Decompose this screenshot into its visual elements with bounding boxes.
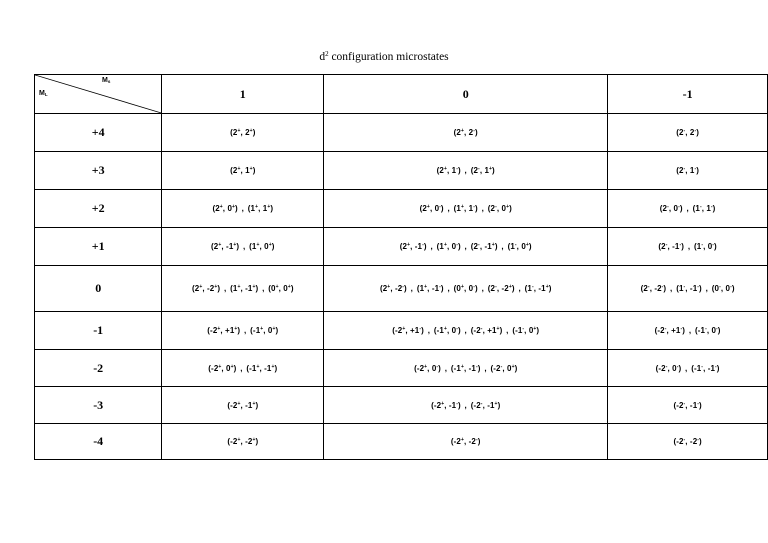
separator: ,	[243, 242, 246, 251]
microstate: (-1+, -1+)	[246, 363, 278, 373]
microstate: (2+, -1-)	[399, 242, 427, 251]
cell-ms-minus-1	[608, 424, 768, 460]
title-superscript: 2	[325, 50, 329, 58]
separator: ,	[464, 166, 467, 175]
separator: ,	[262, 284, 265, 293]
microstate: (1-, -1+)	[524, 284, 552, 293]
microstate: (1+, 0-)	[436, 242, 461, 251]
cell-ms-minus-1	[608, 190, 768, 228]
microstate: (1+, -1-)	[416, 284, 444, 293]
microstate: (2-, 0+)	[487, 204, 512, 213]
separator: ,	[484, 363, 487, 373]
separator: ,	[685, 363, 688, 373]
corner-header-cell	[35, 75, 162, 114]
table-row	[35, 266, 768, 312]
cell-ms-minus-1	[608, 114, 768, 152]
microstate: (2+, 2+)	[230, 128, 256, 137]
cell-ms-1	[162, 190, 324, 228]
microstate: (2+, -1+)	[211, 242, 240, 251]
cell-ms-minus-1	[608, 152, 768, 190]
title-prefix: d	[319, 51, 326, 63]
separator: ,	[506, 326, 509, 335]
cell-ms-0	[324, 312, 608, 350]
microstate: (-2+, +1+)	[207, 326, 241, 335]
microstate: (1-, 0-)	[693, 242, 717, 251]
separator: ,	[464, 242, 467, 251]
microstate: (-2+, 0-)	[414, 363, 441, 373]
separator: ,	[244, 326, 247, 335]
microstate: (2+, 0-)	[419, 204, 444, 213]
microstate: (2-, 1-)	[676, 166, 700, 175]
separator: ,	[518, 284, 521, 293]
ml-value-cell: +3	[35, 152, 162, 190]
ml-value-cell: -4	[35, 424, 162, 460]
cell-ms-0	[324, 387, 608, 424]
cell-ms-1	[162, 312, 324, 350]
microstate: (2-, -2+)	[487, 284, 515, 293]
microstate: (0-, 0-)	[711, 284, 735, 293]
ml-value-cell: +4	[35, 114, 162, 152]
table-row	[35, 312, 768, 350]
microstate: (2-, 1+)	[470, 166, 495, 175]
column-header-ms-minus-1: -1	[608, 75, 768, 114]
table-row	[35, 350, 768, 387]
separator: ,	[223, 284, 227, 293]
microstate: (-2+, -1-)	[431, 400, 461, 410]
title-text: configuration microstates	[331, 51, 449, 63]
microstate: (-2-, -2-)	[673, 437, 702, 446]
separator: ,	[687, 242, 691, 251]
microstate: (-1+, 0-)	[433, 326, 461, 335]
microstate: (-2-, -1+)	[470, 400, 501, 410]
microstate: (2+, 2-)	[453, 128, 478, 137]
microstate: (-2+, -2-)	[450, 437, 481, 446]
ml-value-cell: -1	[35, 312, 162, 350]
separator: ,	[241, 204, 244, 213]
microstate: (1+, 0+)	[249, 242, 275, 251]
ml-value-cell: +1	[35, 228, 162, 266]
ml-value-cell: +2	[35, 190, 162, 228]
microstate: (2-, -2-)	[640, 284, 667, 293]
table-row	[35, 424, 768, 460]
ml-value-cell: -2	[35, 350, 162, 387]
microstate: (2-, 0-)	[659, 204, 683, 213]
cell-ms-0	[324, 190, 608, 228]
separator: ,	[688, 326, 692, 335]
separator: ,	[410, 284, 413, 293]
microstate: (-1-, -1-)	[691, 363, 720, 373]
microstate: (-1-, 0-)	[694, 326, 721, 335]
cell-ms-1	[162, 228, 324, 266]
cell-ms-0	[324, 152, 608, 190]
microstate: (-2-, +1-)	[654, 326, 685, 335]
separator: ,	[447, 284, 450, 293]
microstate: (1+, -1+)	[230, 284, 259, 293]
separator: ,	[447, 204, 450, 213]
microstate: (-2+, 0+)	[208, 363, 237, 373]
microstate: (1-, 0+)	[507, 242, 532, 251]
microstate: (-1+, -1-)	[450, 363, 481, 373]
cell-ms-minus-1	[608, 350, 768, 387]
microstate: (-2-, -1-)	[673, 400, 702, 410]
microstate: (2+, -2-)	[379, 284, 407, 293]
microstate: (-2-, 0-)	[655, 363, 682, 373]
table-row	[35, 152, 768, 190]
cell-ms-0	[324, 114, 608, 152]
separator: ,	[427, 326, 431, 335]
separator: ,	[464, 400, 467, 410]
microstate: (0+, 0-)	[453, 284, 478, 293]
ml-label: $M_L$	[39, 90, 48, 97]
microstates-table-body	[35, 75, 768, 460]
microstate: (0+, 0+)	[268, 284, 294, 293]
separator: ,	[430, 242, 433, 251]
separator: ,	[501, 242, 504, 251]
table-row	[35, 228, 768, 266]
cell-ms-0	[324, 266, 608, 312]
cell-ms-minus-1	[608, 312, 768, 350]
separator: ,	[705, 284, 708, 293]
microstate: (1+, 1-)	[453, 204, 478, 213]
microstate: (-1+, 0+)	[250, 326, 279, 335]
ml-value-cell: -3	[35, 387, 162, 424]
cell-ms-1	[162, 266, 324, 312]
cell-ms-1	[162, 114, 324, 152]
page-title	[0, 51, 768, 63]
microstate: (2+, 1+)	[230, 166, 256, 175]
microstate: (-2-, +1+)	[470, 326, 503, 335]
separator: ,	[464, 326, 467, 335]
separator: ,	[481, 284, 484, 293]
cell-ms-0	[324, 228, 608, 266]
microstate: (-1-, 0+)	[512, 326, 540, 335]
cell-ms-0	[324, 424, 608, 460]
cell-ms-1	[162, 152, 324, 190]
microstate: (1-, -1-)	[676, 284, 702, 293]
microstate: (-2+, +1-)	[392, 326, 424, 335]
microstate: (2+, -2+)	[191, 284, 221, 293]
microstate: (2-, -1+)	[470, 242, 498, 251]
microstate: (-2+, -2+)	[227, 437, 259, 446]
microstate: (-2+, -1+)	[227, 400, 259, 410]
microstate: (2-, -1-)	[658, 242, 684, 251]
separator: ,	[481, 204, 484, 213]
separator: ,	[240, 363, 243, 373]
diagonal-divider	[35, 75, 161, 113]
table-row	[35, 387, 768, 424]
cell-ms-minus-1	[608, 387, 768, 424]
separator: ,	[670, 284, 673, 293]
microstate: (1-, 1-)	[692, 204, 716, 213]
microstate: (-2-, 0+)	[490, 363, 518, 373]
microstate: (2+, 1-)	[436, 166, 461, 175]
microstates-table	[34, 74, 768, 460]
microstate: (2-, 2-)	[676, 128, 700, 137]
separator: ,	[686, 204, 689, 213]
cell-ms-1	[162, 424, 324, 460]
header-row	[35, 75, 768, 114]
column-header-ms-1: 1	[162, 75, 324, 114]
separator: ,	[444, 363, 448, 373]
cell-ms-1	[162, 350, 324, 387]
cell-ms-1	[162, 387, 324, 424]
table-row	[35, 114, 768, 152]
cell-ms-minus-1	[608, 228, 768, 266]
ml-value-cell: 0	[35, 266, 162, 312]
microstate: (2+, 0+)	[212, 204, 238, 213]
cell-ms-0	[324, 350, 608, 387]
cell-ms-minus-1	[608, 266, 768, 312]
column-header-ms-0: 0	[324, 75, 608, 114]
microstate: (1+, 1+)	[247, 204, 274, 213]
table-row	[35, 190, 768, 228]
ms-label: $M_s$	[102, 77, 111, 84]
